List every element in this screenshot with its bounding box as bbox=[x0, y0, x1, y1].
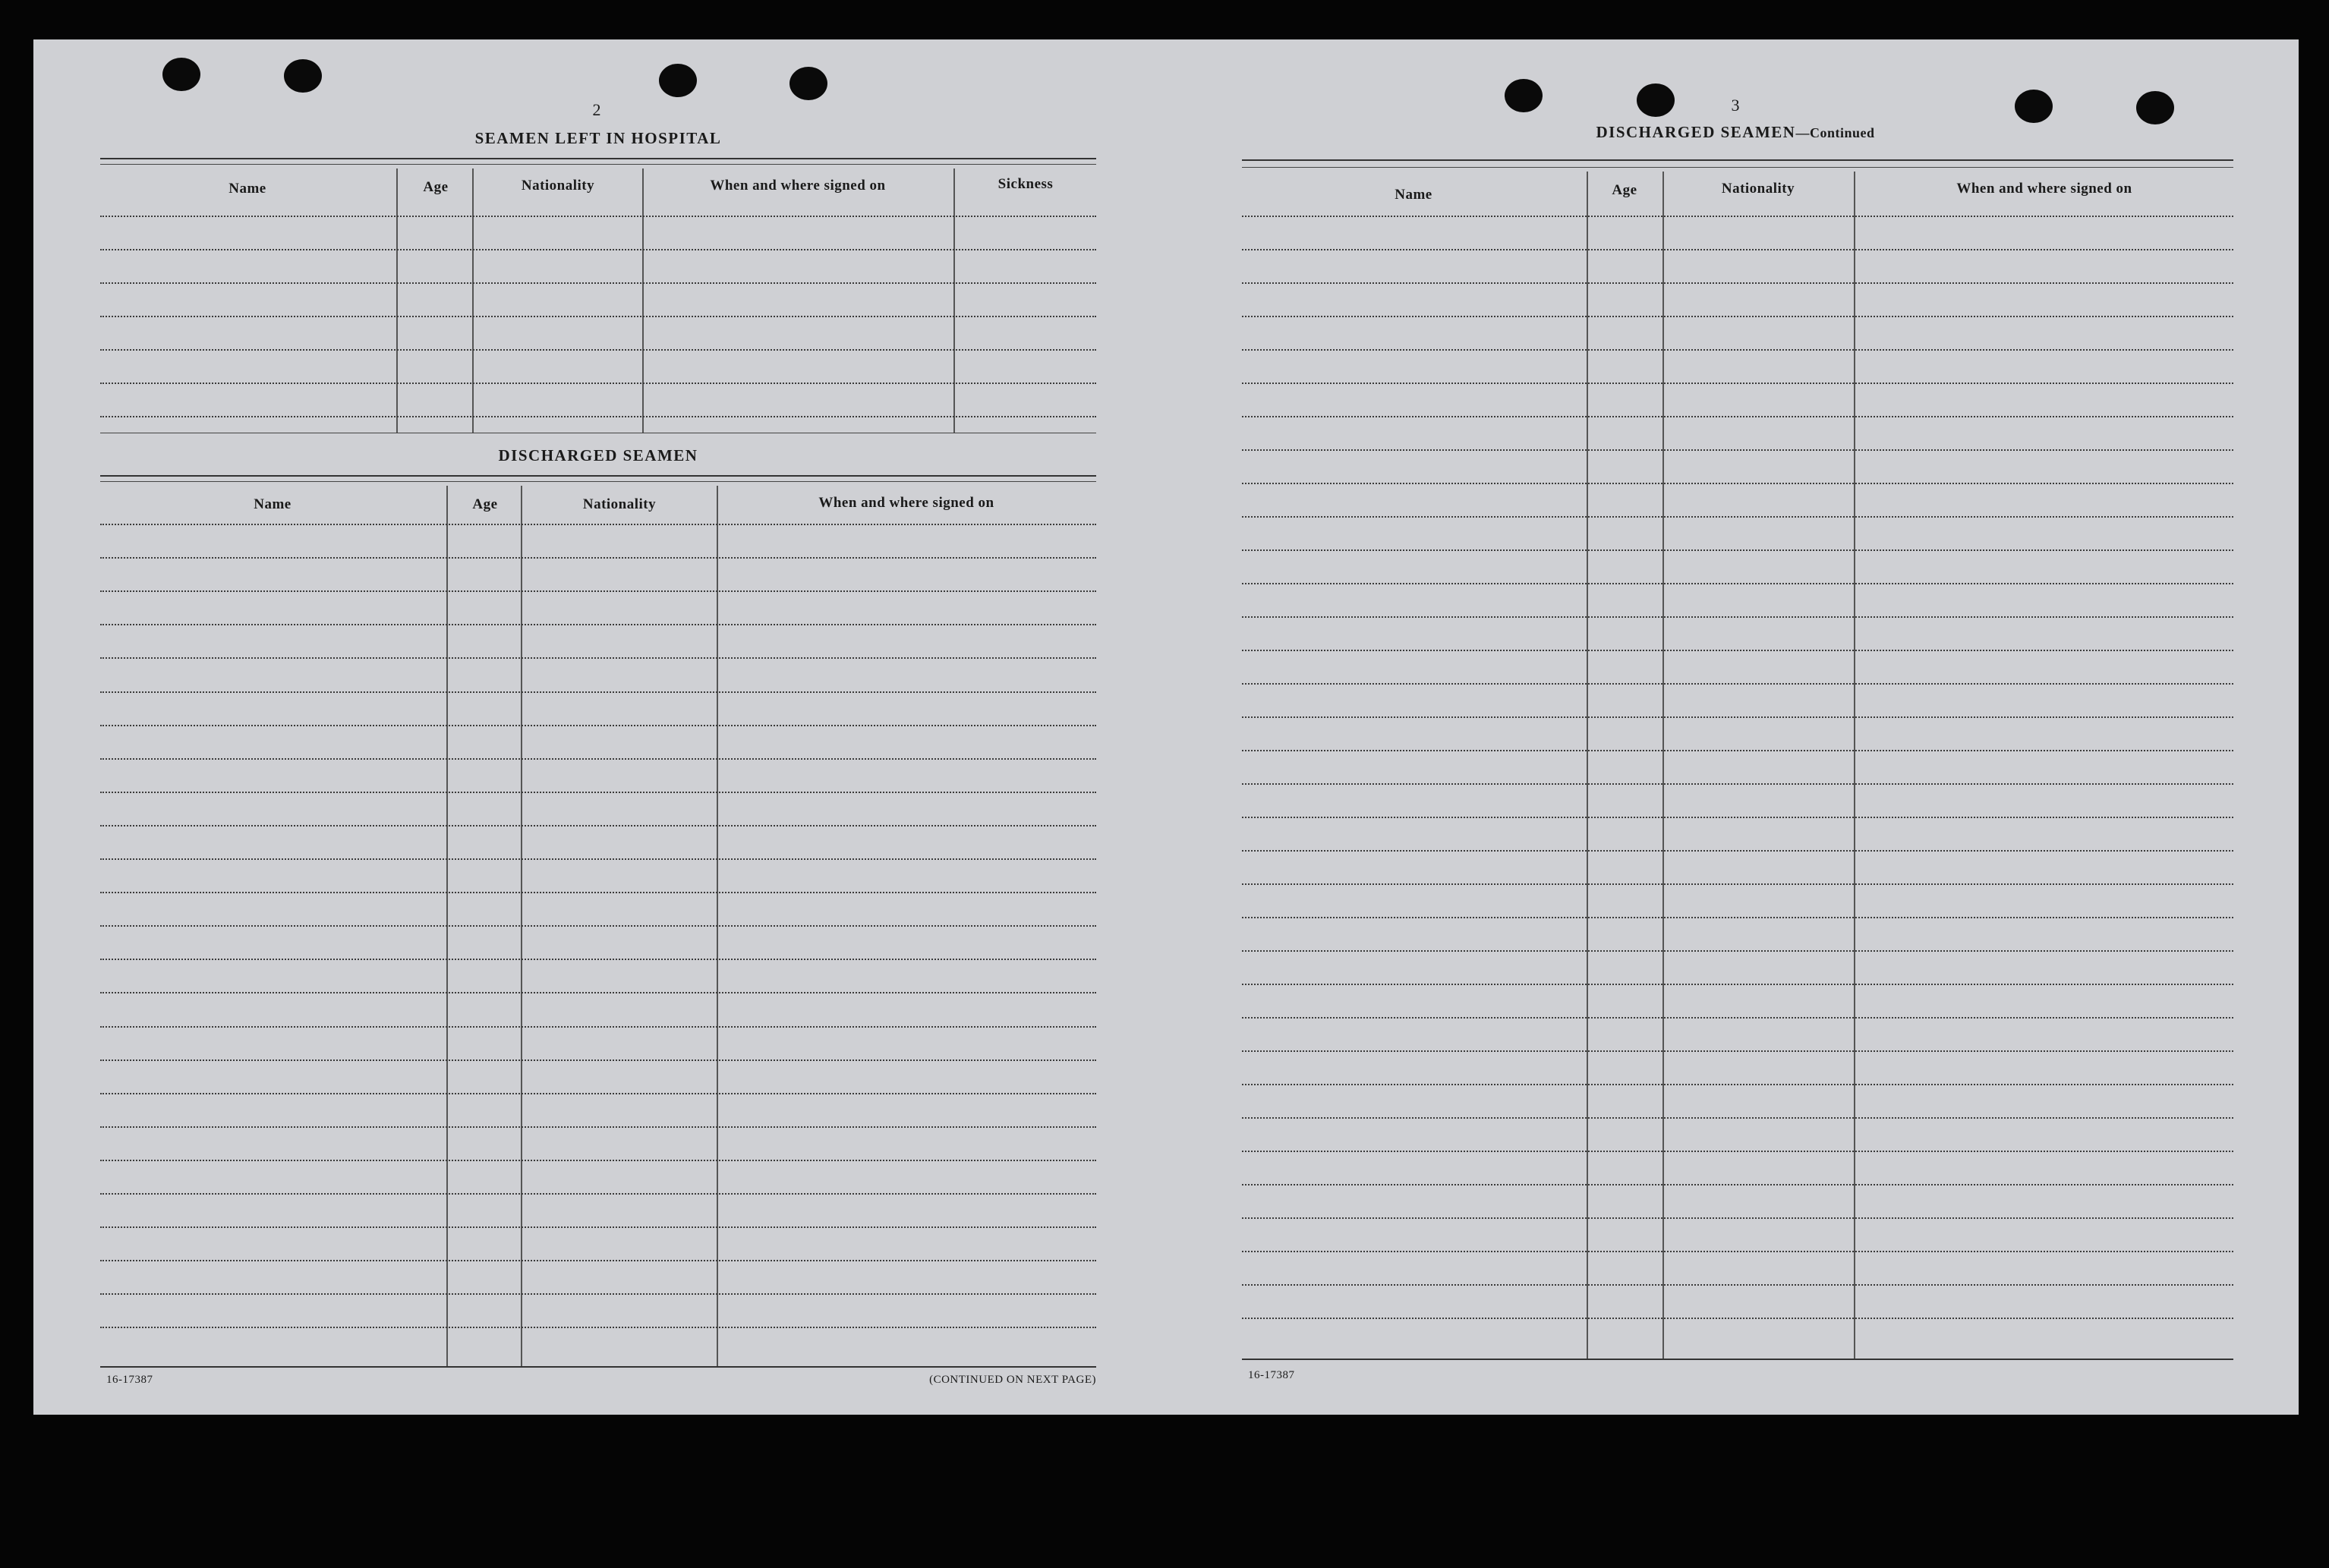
page-number-left: 2 bbox=[592, 100, 601, 119]
entry-row-line bbox=[100, 282, 1096, 284]
entry-row-line bbox=[100, 1060, 1096, 1061]
entry-row-line bbox=[1242, 783, 2233, 785]
entry-row-line bbox=[1242, 1151, 2233, 1152]
col-header-when-where: When and where signed on bbox=[1956, 181, 2132, 197]
discharged-top-rule-2 bbox=[100, 481, 1096, 482]
entry-row-line bbox=[1242, 984, 2233, 985]
form-number-left: 16-17387 bbox=[106, 1374, 153, 1386]
col-header-sickness: Sickness bbox=[997, 176, 1054, 192]
entry-row-line bbox=[1242, 1318, 2233, 1319]
punch-hole bbox=[162, 58, 200, 91]
form-number-right: 16-17387 bbox=[1248, 1369, 1295, 1381]
entry-row-line bbox=[100, 249, 1096, 250]
right-bottom-rule bbox=[1242, 1359, 2233, 1360]
page-number-right: 3 bbox=[1731, 96, 1740, 115]
col-header-nationality: Nationality bbox=[582, 496, 657, 512]
entry-row-line bbox=[100, 959, 1096, 960]
entry-row-line bbox=[1242, 349, 2233, 351]
punch-hole bbox=[284, 59, 322, 93]
entry-row-line bbox=[100, 383, 1096, 384]
entry-row-line bbox=[1242, 316, 2233, 317]
column-divider bbox=[521, 486, 522, 1368]
discharged-bottom-rule bbox=[100, 1366, 1096, 1368]
discharged-top-rule bbox=[100, 475, 1096, 477]
entry-row-line bbox=[1242, 716, 2233, 718]
punch-hole bbox=[1637, 83, 1675, 117]
entry-row-line bbox=[100, 524, 1096, 525]
entry-row-line bbox=[1242, 483, 2233, 484]
punch-hole bbox=[789, 67, 827, 100]
column-divider bbox=[446, 486, 448, 1368]
col-header-when-where: When and where signed on bbox=[818, 495, 994, 511]
entry-row-line bbox=[1242, 216, 2233, 217]
entry-row-line bbox=[100, 825, 1096, 827]
entry-row-line bbox=[100, 1126, 1096, 1128]
entry-row-line bbox=[1242, 249, 2233, 250]
column-divider bbox=[396, 168, 398, 433]
entry-row-line bbox=[100, 316, 1096, 317]
entry-row-line bbox=[1242, 650, 2233, 651]
entry-row-line bbox=[1242, 1284, 2233, 1286]
entry-row-line bbox=[1242, 1050, 2233, 1052]
col-header-age: Age bbox=[1612, 182, 1637, 198]
entry-row-line bbox=[1242, 1184, 2233, 1185]
entry-row-line bbox=[100, 1327, 1096, 1328]
entry-row-line bbox=[1242, 1084, 2233, 1085]
entry-row-line bbox=[1242, 449, 2233, 451]
entry-row-line bbox=[100, 858, 1096, 860]
entry-row-line bbox=[1242, 1117, 2233, 1119]
entry-row-line bbox=[100, 624, 1096, 625]
hospital-section-title: SEAMEN LEFT IN HOSPITAL bbox=[474, 129, 722, 147]
discharged-section-title: DISCHARGED SEAMEN bbox=[498, 446, 698, 464]
entry-row-line bbox=[100, 657, 1096, 659]
col-header-age: Age bbox=[472, 496, 498, 512]
entry-row-line bbox=[1242, 516, 2233, 518]
entry-row-line bbox=[1242, 883, 2233, 885]
col-header-name: Name bbox=[1395, 187, 1432, 203]
entry-row-line bbox=[1242, 583, 2233, 584]
right-top-rule-2 bbox=[1242, 167, 2233, 168]
entry-row-line bbox=[100, 725, 1096, 726]
col-header-nationality: Nationality bbox=[521, 178, 595, 194]
entry-row-line bbox=[100, 992, 1096, 993]
entry-row-line bbox=[100, 1093, 1096, 1094]
entry-row-line bbox=[100, 1260, 1096, 1261]
entry-row-line bbox=[1242, 1217, 2233, 1219]
punch-hole bbox=[659, 64, 697, 97]
entry-row-line bbox=[1242, 282, 2233, 284]
entry-row-line bbox=[1242, 950, 2233, 952]
column-divider bbox=[953, 168, 955, 433]
punch-hole bbox=[2136, 91, 2174, 124]
right-title-suffix: —Continued bbox=[1795, 125, 1875, 140]
right-page-title bbox=[1546, 123, 1925, 142]
hospital-top-rule-2 bbox=[100, 164, 1096, 165]
col-header-nationality: Nationality bbox=[1721, 181, 1795, 197]
entry-row-line bbox=[1242, 683, 2233, 685]
col-header-age: Age bbox=[423, 179, 449, 195]
punch-hole bbox=[2015, 90, 2053, 123]
entry-row-line bbox=[1242, 1251, 2233, 1252]
col-header-when-where: When and where signed on bbox=[710, 178, 886, 194]
entry-row-line bbox=[1242, 850, 2233, 852]
entry-row-line bbox=[1242, 616, 2233, 618]
column-divider bbox=[472, 168, 474, 433]
entry-row-line bbox=[1242, 750, 2233, 751]
entry-row-line bbox=[1242, 549, 2233, 551]
entry-row-line bbox=[100, 349, 1096, 351]
entry-row-line bbox=[100, 691, 1096, 693]
col-header-name: Name bbox=[228, 181, 266, 197]
right-top-rule bbox=[1242, 159, 2233, 161]
entry-row-line bbox=[100, 1193, 1096, 1195]
entry-row-line bbox=[1242, 817, 2233, 818]
entry-row-line bbox=[100, 758, 1096, 760]
entry-row-line bbox=[1242, 917, 2233, 918]
continued-note: (CONTINUED ON NEXT PAGE) bbox=[929, 1374, 1096, 1386]
entry-row-line bbox=[100, 416, 1096, 417]
form-sheet bbox=[33, 39, 2299, 1415]
entry-row-line bbox=[100, 590, 1096, 592]
entry-row-line bbox=[100, 925, 1096, 927]
entry-row-line bbox=[100, 1226, 1096, 1228]
punch-hole bbox=[1505, 79, 1543, 112]
entry-row-line bbox=[100, 557, 1096, 559]
entry-row-line bbox=[100, 1293, 1096, 1295]
column-divider bbox=[717, 486, 718, 1368]
right-title-main: DISCHARGED SEAMEN bbox=[1596, 123, 1796, 141]
hospital-top-rule bbox=[100, 158, 1096, 159]
col-header-name: Name bbox=[254, 496, 292, 512]
entry-row-line bbox=[100, 216, 1096, 217]
entry-row-line bbox=[100, 1160, 1096, 1161]
entry-row-line bbox=[1242, 1017, 2233, 1019]
entry-row-line bbox=[100, 792, 1096, 793]
entry-row-line bbox=[1242, 383, 2233, 384]
entry-row-line bbox=[100, 892, 1096, 893]
entry-row-line bbox=[1242, 416, 2233, 417]
entry-row-line bbox=[100, 1026, 1096, 1028]
column-divider bbox=[642, 168, 644, 433]
